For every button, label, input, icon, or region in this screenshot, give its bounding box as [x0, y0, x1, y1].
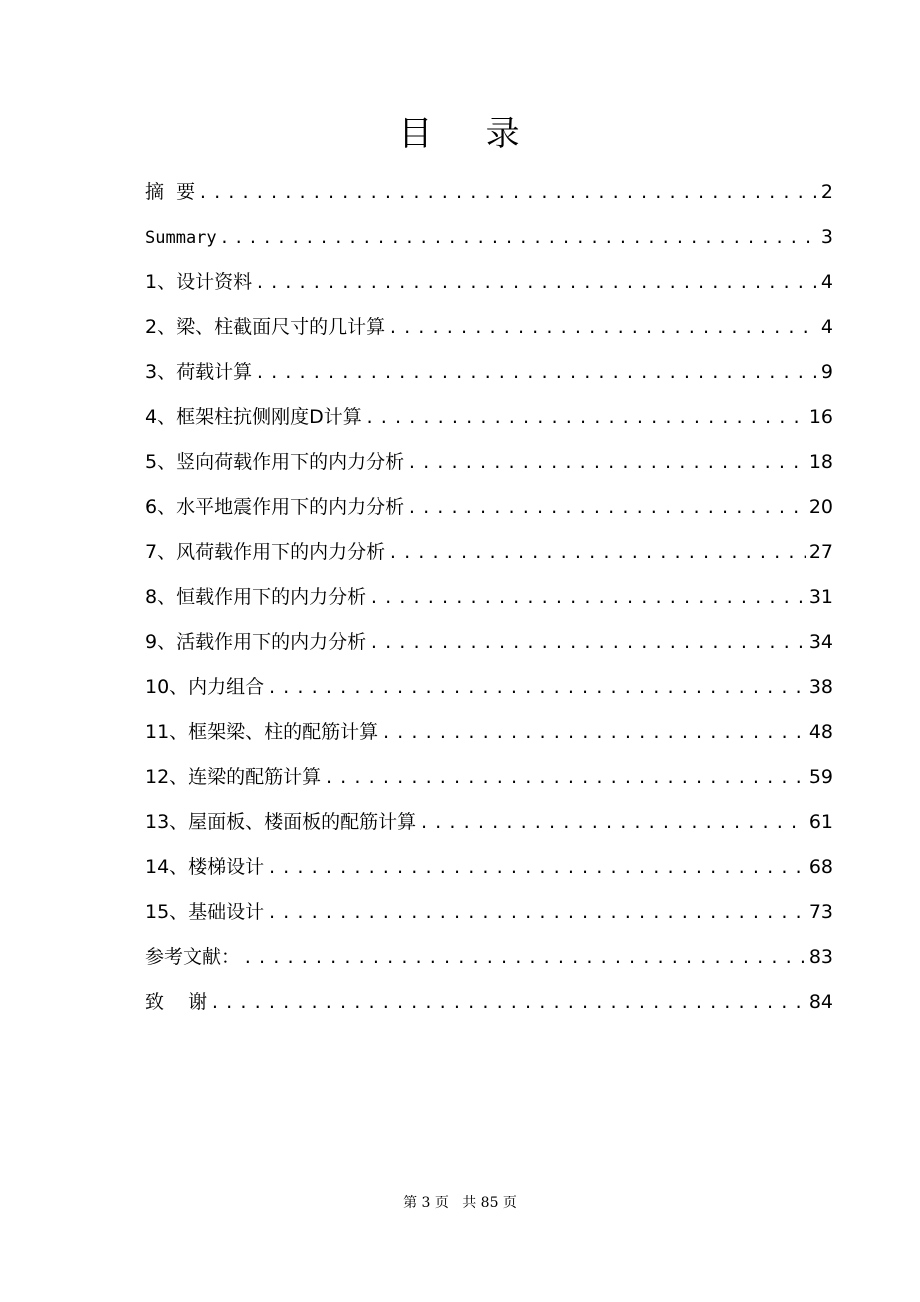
toc-dot-leader	[267, 890, 806, 935]
toc-entry[interactable]	[145, 620, 833, 665]
toc-entry-label: 14、楼梯设计	[145, 856, 265, 878]
toc-entry[interactable]	[145, 170, 833, 215]
toc-entry-label: 1、设计资料	[145, 271, 253, 293]
toc-entry-page: 4	[820, 271, 833, 293]
toc-entry-page: 83	[808, 946, 833, 968]
toc-entry[interactable]	[145, 530, 833, 575]
toc-entry-page: 20	[808, 496, 833, 518]
toc-entry[interactable]	[145, 665, 833, 710]
toc-entry-label: 2、梁、柱截面尺寸的几计算	[145, 316, 386, 338]
toc-entry-label: Summary	[145, 228, 217, 248]
toc-list	[145, 170, 833, 1025]
toc-entry-label: 5、竖向荷载作用下的内力分析	[145, 451, 405, 473]
toc-entry[interactable]	[145, 395, 833, 440]
toc-entry-page: 9	[820, 361, 833, 383]
toc-dot-leader	[388, 530, 806, 575]
toc-entry-label: 9、活载作用下的内力分析	[145, 631, 367, 653]
toc-entry[interactable]	[145, 935, 833, 980]
toc-dot-leader	[369, 575, 806, 620]
toc-entry-page: 38	[808, 676, 833, 698]
toc-entry-page: 59	[808, 766, 833, 788]
toc-entry-label: 6、水平地震作用下的内力分析	[145, 496, 405, 518]
toc-entry[interactable]	[145, 755, 833, 800]
toc-entry-page: 34	[808, 631, 833, 653]
toc-entry-label: 8、恒载作用下的内力分析	[145, 586, 367, 608]
toc-entry-page: 73	[808, 901, 833, 923]
toc-entry-label: 3、荷载计算	[145, 361, 253, 383]
toc-entry-page: 2	[820, 181, 833, 203]
toc-dot-leader	[365, 395, 806, 440]
toc-dot-leader	[388, 305, 818, 350]
toc-entry-page: 48	[808, 721, 833, 743]
toc-dot-leader	[267, 845, 806, 890]
toc-dot-leader	[419, 800, 806, 845]
toc-dot-leader	[267, 665, 806, 710]
toc-dot-leader	[255, 260, 818, 305]
toc-entry[interactable]	[145, 710, 833, 755]
toc-dot-leader	[381, 710, 806, 755]
page-footer: 第 3 页 共 85 页	[403, 1195, 517, 1211]
toc-entry[interactable]	[145, 575, 833, 620]
toc-entry-label: 摘 要	[145, 181, 196, 203]
toc-entry-label: 7、风荷载作用下的内力分析	[145, 541, 386, 563]
toc-dot-leader	[369, 620, 806, 665]
toc-entry-page: 3	[820, 226, 833, 248]
toc-entry-page: 61	[808, 811, 833, 833]
toc-entry-page: 31	[808, 586, 833, 608]
toc-entry[interactable]	[145, 485, 833, 530]
toc-dot-leader	[243, 935, 806, 980]
toc-entry[interactable]	[145, 845, 833, 890]
toc-entry-label: 11、框架梁、柱的配筋计算	[145, 721, 379, 743]
toc-entry[interactable]	[145, 305, 833, 350]
toc-entry[interactable]	[145, 215, 833, 260]
toc-entry-label: 10、内力组合	[145, 676, 265, 698]
toc-entry-page: 16	[808, 406, 833, 428]
toc-entry[interactable]	[145, 440, 833, 485]
toc-entry[interactable]	[145, 350, 833, 395]
toc-entry-label: 15、基础设计	[145, 901, 265, 923]
toc-entry-page: 4	[820, 316, 833, 338]
toc-entry-label: 致 谢	[145, 991, 208, 1013]
toc-dot-leader	[407, 440, 806, 485]
toc-entry-label: 参考文献：	[145, 946, 241, 968]
toc-dot-leader	[407, 485, 806, 530]
toc-entry-label: 4、框架柱抗侧刚度D计算	[145, 406, 362, 428]
toc-entry[interactable]	[145, 980, 833, 1025]
toc-entry-label: 13、屋面板、楼面板的配筋计算	[145, 811, 417, 833]
toc-entry-page: 68	[808, 856, 833, 878]
toc-title: 目 录	[398, 114, 522, 154]
toc-dot-leader	[210, 980, 806, 1025]
toc-entry[interactable]	[145, 800, 833, 845]
toc-dot-leader	[198, 170, 818, 215]
toc-dot-leader	[255, 350, 818, 395]
toc-dot-leader	[220, 215, 818, 260]
toc-entry[interactable]	[145, 890, 833, 935]
toc-dot-leader	[324, 755, 806, 800]
toc-entry-page: 84	[808, 991, 833, 1013]
toc-entry[interactable]	[145, 260, 833, 305]
toc-entry-page: 18	[808, 451, 833, 473]
toc-entry-label: 12、连梁的配筋计算	[145, 766, 322, 788]
toc-entry-page: 27	[808, 541, 833, 563]
